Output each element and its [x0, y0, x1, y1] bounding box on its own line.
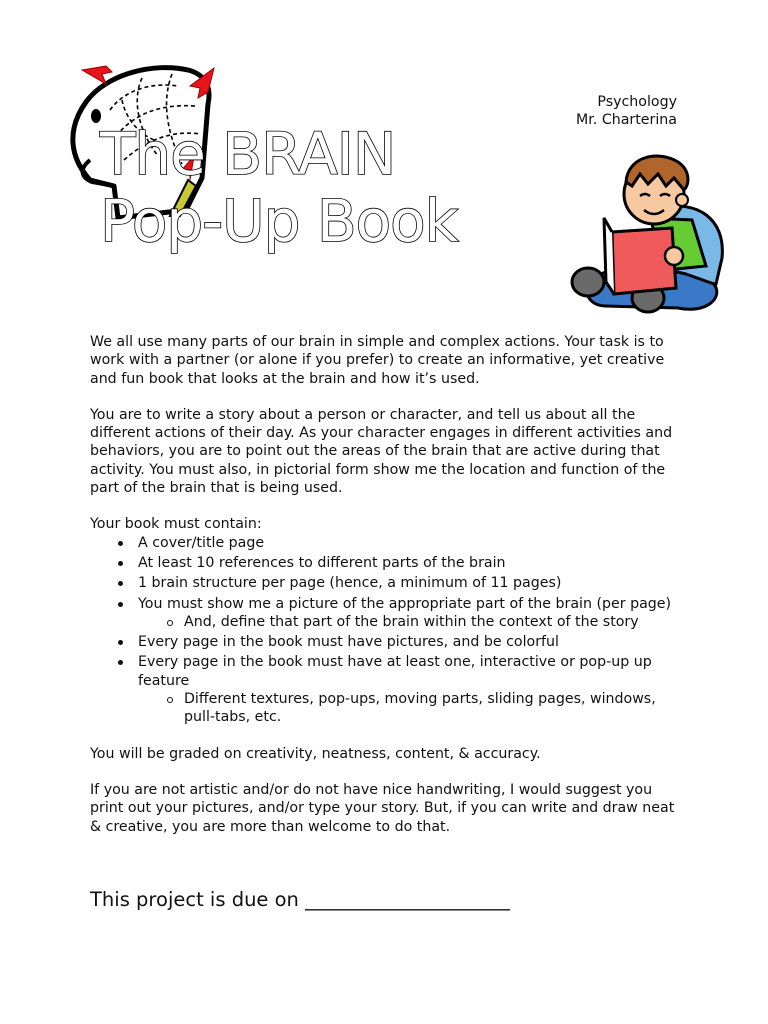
- list-item: A cover/title page: [138, 534, 680, 552]
- list-item: At least 10 references to different parts of the brain: [138, 554, 680, 572]
- list-item-text: You must show me a picture of the appropriate part of the brain (per page): [138, 595, 672, 612]
- course-info: [576, 93, 677, 129]
- course-name: Psychology: [597, 94, 677, 110]
- list-item: Every page in the book must have pictures, and be colorful: [138, 633, 680, 651]
- boy-reading-book-clipart-icon: [566, 148, 736, 320]
- sub-list: [138, 690, 680, 727]
- list-item: 1 brain structure per page (hence, a minimum of 11 pages): [138, 574, 680, 592]
- sub-list: [138, 613, 680, 631]
- assignment-body: [90, 333, 680, 854]
- sub-list-item: And, define that part of the brain within the context of the story: [184, 613, 680, 631]
- intro-paragraph: We all use many parts of our brain in simple and complex actions. Your task is to work with a partner (or alone if you prefer) to create an informative, yet creative and fun book that looks at the brain and how it’s used.: [90, 334, 665, 387]
- grading-paragraph: You will be graded on creativity, neatness, content, & accuracy.: [90, 745, 541, 762]
- list-item-text: Every page in the book must have at least one, interactive or pop-up up feature: [138, 654, 652, 689]
- sub-list-item: Different textures, pop-ups, moving parts, sliding pages, windows, pull-tabs, etc.: [184, 690, 680, 727]
- title-line-1: The BRAIN: [100, 120, 396, 188]
- contain-heading: Your book must contain:: [90, 516, 262, 533]
- suggestion-paragraph: If you are not artistic and/or do not have nice handwriting, I would suggest you print out your pictures, and/or type your story. But, if you can write and draw neat & creative, you are more than welcome to do that.: [90, 781, 675, 835]
- title-line-2: Pop-Up Book: [100, 187, 458, 255]
- story-paragraph: You are to write a story about a person or character, and tell us about all the different actions of their day. As your character engages in different activities and behaviors, you are to point out the areas of the brain that are active during that activity. You must also, in pictorial form show me the location and function of the part of the brain that is being used.: [90, 406, 673, 497]
- due-date-line: This project is due on _____________________: [90, 888, 510, 911]
- teacher-name: Mr. Charterina: [576, 112, 677, 128]
- list-item: [138, 595, 680, 632]
- list-item: [138, 653, 680, 726]
- requirements-list: [90, 534, 680, 727]
